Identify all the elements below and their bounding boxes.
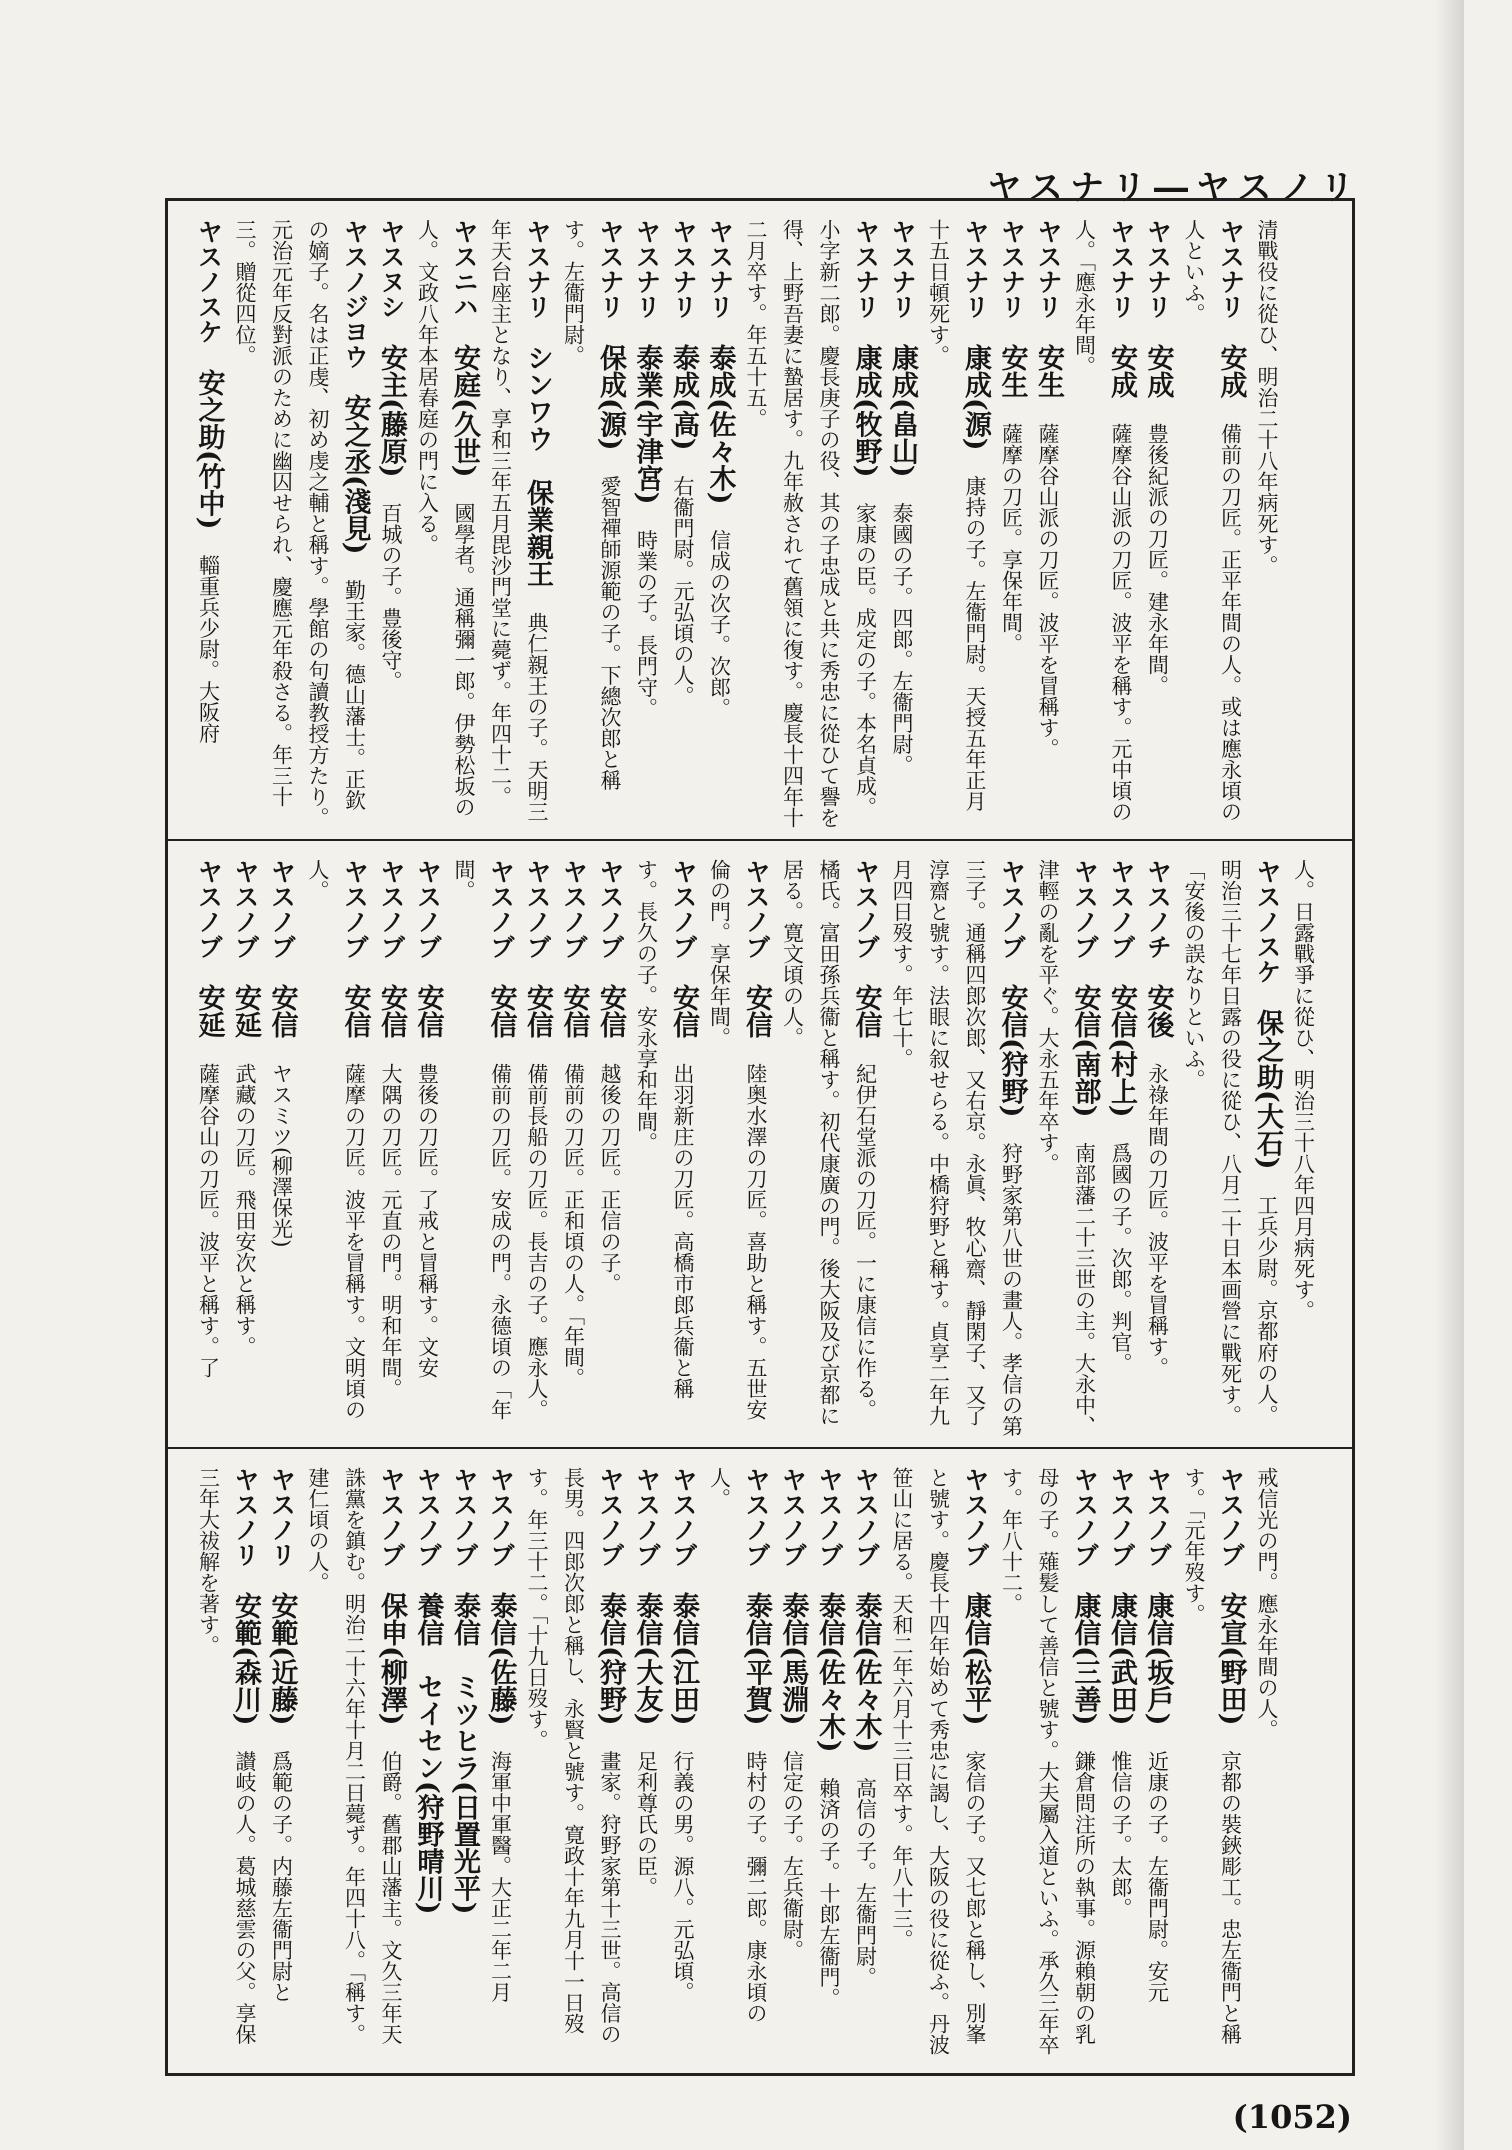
entry-name: 安庭(久世): [449, 344, 480, 478]
entry-name: 保申(柳澤): [376, 1592, 407, 1726]
dictionary-entry: [774, 1467, 811, 2063]
entry-name: 安主(藤原): [376, 344, 407, 478]
dictionary-entry: [446, 1467, 483, 2063]
tier-bottom: [168, 1449, 1352, 2073]
dictionary-entry: [555, 859, 592, 1437]
entry-reading: ヤスノリ: [231, 1467, 260, 1567]
entry-description: 紀伊石堂派の刀匠。一に康信に作る。橘氏。富田孫兵衞と稱す。初代康廣の門。後大阪及び京都に居る。寛文頃の人。: [780, 859, 878, 1426]
entry-reading: ヤスナリ: [1034, 219, 1063, 319]
entry-reading: ヤスノブ: [1070, 859, 1100, 959]
entry-description: 備前長船の刀匠。長吉の子。應永人。: [525, 1063, 549, 1420]
dictionary-entry: [811, 1467, 848, 2063]
entry-reading: ヤスノブ: [632, 1467, 662, 1567]
entry-name: 康信(三善): [1069, 1592, 1101, 1726]
entry-reading: ヤスナリ: [1216, 219, 1246, 319]
entry-description: 畫家。狩野家第十三世。高信の長男。四郎次郎と稱し、永賢と號す。寛政十年九月十一日歿す。年三十二。「十九日歿す。: [525, 1467, 622, 2045]
entry-name: 安延: [193, 984, 225, 1038]
entry-name: 安宣(野田): [1215, 1592, 1247, 1726]
dictionary-entry: [446, 859, 519, 1437]
entry-reading: ヤスナリ: [596, 219, 625, 319]
entry-reading: ヤスノブ: [961, 1467, 990, 1567]
dictionary-entry: [592, 859, 629, 1437]
dictionary-entry: [1249, 1467, 1286, 2063]
dictionary-entry: [263, 859, 300, 1437]
entry-description: 家信の子。又七郎と稱し、別峯と號す。慶長十四年始めて秀忠に謁し、大阪の役に從ふ。丹波笹山に居る。天和二年六月十三日卒す。年八十三。: [890, 1467, 987, 2055]
entry-description: 大隅の刀匠。元直の門。明和年間。: [379, 1063, 403, 1399]
dictionary-entry: [190, 219, 227, 829]
dictionary-entry: [738, 219, 884, 829]
entry-name: シンワウ 保業親王: [522, 344, 553, 587]
entry-description: 備前の刀匠。正平年間の人。或は應永頃の人といふ。: [1182, 219, 1243, 822]
dictionary-entry: [1139, 1467, 1176, 2063]
entry-description: 清戰役に從ひ、明治二十八年病死す。: [1255, 219, 1279, 576]
entry-description: 勤王家。德山藩士。正欽の嫡子。名は正虔、初め虔之輔と稱す。學館の句讀教授方たり。元治元年反對派のために幽囚せられ、慶應元年殺さる。年三十三。贈從四位。: [233, 219, 367, 828]
entry-reading: ヤスノブ: [778, 1467, 808, 1567]
entry-description: 右衞門尉。元弘頃の人。: [671, 475, 695, 707]
entry-name: 泰信(大友): [631, 1592, 663, 1726]
dictionary-entry: [665, 1467, 702, 2063]
entry-reading: ヤスノブ: [1107, 1467, 1136, 1567]
tier-columns: [168, 201, 1307, 839]
entry-description: 戒信光の門。應永年間の人。: [1255, 1467, 1279, 1740]
entry-reading: ヤスヌシ: [377, 219, 406, 319]
dictionary-entry: [373, 219, 410, 829]
entry-name: 安生: [1033, 344, 1064, 398]
entry-reading: ヤスノブ: [377, 1467, 406, 1567]
entry-description: 永祿年間の刀匠。波平を冒稱す。: [1145, 1063, 1170, 1378]
dictionary-entry: [1103, 859, 1140, 1437]
dictionary-entry: [409, 219, 482, 829]
entry-description: 爲國の子。次郎。判官。: [1109, 1142, 1133, 1374]
entry-reading: ヤスナリ: [851, 219, 881, 319]
dictionary-entry: [1176, 219, 1249, 829]
entry-description: 薩摩谷山の刀匠。波平と稱す。了: [196, 1063, 221, 1378]
entry-description: 康持の子。左衞門尉。天授五年正月十五日頓死す。: [926, 219, 987, 812]
entry-reading: ヤスノジヨウ: [340, 219, 370, 369]
entry-description: 行義の男。源八。元弘頃。: [671, 1750, 695, 2003]
entry-name: 泰信(平賀): [741, 1592, 772, 1726]
entry-reading: ヤスナリ: [669, 219, 698, 319]
entry-reading: ヤスノスケ: [1253, 859, 1282, 984]
entry-description: 越後の刀匠。正信の子。: [598, 1063, 622, 1294]
entry-reading: ヤスノブ: [997, 859, 1027, 959]
entry-reading: ヤスノブ: [742, 859, 771, 959]
dictionary-entry: [300, 1467, 410, 2063]
entry-description: 出羽新庄の刀匠。高橋市郎兵衞と稱す。長久の子。安永享和年間。: [634, 859, 695, 1399]
dictionary-entry: [1030, 859, 1103, 1437]
entry-name: 安信: [266, 984, 298, 1038]
entry-description: 武藏の刀匠。飛田安次と稱す。: [233, 1063, 257, 1357]
dictionary-entry: [409, 1467, 446, 2063]
entry-description: 鎌倉問注所の執事。源賴朝の乳母の子。薙髪して善信と號す。大夫屬入道といふ。承久三年卒す。年八十二。: [999, 1467, 1097, 2055]
entry-reading: ヤスノブ: [1143, 1467, 1173, 1567]
entry-reading: ヤスノリ: [267, 1467, 297, 1567]
entry-description: 愛智禪師源範の子。下總次郎と稱す。左衞門尉。: [561, 219, 622, 791]
entry-name: 泰信(狩野): [595, 1592, 626, 1726]
dictionary-entry: [701, 219, 738, 829]
entry-description: 爲範の子。内藤左衞門尉と: [269, 1750, 294, 2003]
entry-reading: ヤスナリ: [1143, 219, 1173, 319]
entry-name: 保之助(大石): [1252, 1009, 1283, 1170]
entry-reading: ヤスノブ: [413, 859, 443, 959]
entry-reading: ヤスノブ: [742, 1467, 771, 1567]
entry-description: 時業の子。長門守。: [634, 529, 659, 719]
entry-reading: ヤスナリ: [997, 219, 1027, 319]
text-frame: [165, 198, 1355, 2076]
entry-description: 典仁親王の子。天明三年天台座主となり、享和三年五月毘沙門堂に薨ず。年四十二。: [488, 219, 549, 822]
entry-description: 備前の刀匠。正和頃の人。「年間。: [561, 1063, 586, 1389]
entry-name: 泰業(宇津宮): [631, 344, 663, 505]
entry-name: 安之丞(淺見): [339, 394, 371, 555]
entry-description: 信成の次子。次郎。: [707, 529, 732, 719]
dictionary-entry: [701, 859, 774, 1437]
entry-reading: ヤスノブ: [486, 1467, 516, 1567]
entry-name: 安信: [522, 984, 553, 1038]
entry-name: 安信: [850, 984, 882, 1038]
entry-reading: ヤスノブ: [377, 859, 406, 959]
entry-name: 安信: [412, 984, 444, 1038]
dictionary-entry: [884, 1467, 994, 2063]
entry-name: 康成(牧野): [850, 344, 882, 478]
entry-name: 安信: [485, 984, 517, 1038]
entry-reading: ヤスナリ: [523, 219, 552, 319]
entry-name: 安信: [558, 984, 590, 1038]
entry-reading: ヤスノブ: [450, 1467, 479, 1567]
entry-description: 狩野家第八世の畫人。孝信の第三子。通稱四郎次郎、又右京。永眞、牧心齋、靜閑子、又了淳齋と號す。法眼に叙せらる。中橋狩野と稱す。貞享二年九月四日歿す。年七十。: [890, 859, 1024, 1437]
entry-reading: ヤスノブ: [596, 1467, 625, 1567]
dictionary-entry: [701, 1467, 774, 2063]
entry-reading: ヤスナリ: [961, 219, 990, 319]
entry-description: 讃岐の人。葛城慈雲の父。享保三年大祓解を著す。: [196, 1467, 257, 2045]
entry-description: 時村の子。彌二郎。康永頃の人。: [707, 1467, 768, 2024]
entry-name: 康成(畠山): [887, 344, 918, 478]
entry-name: 泰成(佐々木): [704, 344, 736, 505]
entry-reading: ヤスノブ: [523, 859, 552, 959]
entry-description: 高信の子。左衞門尉。: [853, 1777, 878, 1988]
entry-description: 國學者。通稱彌一郎。伊勢松坂の人。文政八年本居春庭の門に入る。: [415, 219, 476, 818]
tier-top: [168, 201, 1352, 841]
entry-name: 安信(南部): [1069, 984, 1101, 1118]
entry-description: 海軍中軍醫。大正二年二月: [488, 1750, 513, 2003]
entry-name: 泰信(江田): [668, 1592, 699, 1726]
entry-description: 近康の子。左衞門尉。安元: [1145, 1750, 1170, 2003]
entry-description: 南部藩二十三世の主。大永中、津輕の亂を平ぐ。大永五年卒す。: [1036, 859, 1097, 1437]
entry-reading: ヤスノチ: [1143, 859, 1173, 959]
entry-reading: ヤスノブ: [1107, 859, 1136, 959]
dictionary-entry: [847, 1467, 884, 2063]
dictionary-entry: [300, 859, 373, 1437]
entry-name: 康信(松平): [960, 1592, 991, 1726]
entry-reading: ヤスナリ: [705, 219, 735, 319]
entry-reading: ヤスノブ: [815, 1467, 844, 1567]
entry-description: 百城の子。豊後守。: [379, 502, 403, 692]
dictionary-entry: [665, 219, 702, 829]
entry-name: 康信(武田): [1106, 1592, 1137, 1726]
dictionary-entry: [555, 219, 628, 829]
entry-name: 安信(村上): [1106, 984, 1137, 1118]
entry-description: 人。日露戰爭に從ひ、明治三十八年四月病死す。: [1291, 859, 1316, 1321]
dictionary-entry: [373, 859, 410, 1437]
dictionary-entry: [884, 219, 921, 829]
dictionary-entry: [409, 859, 446, 1437]
entry-name: 泰信(佐々木): [850, 1592, 882, 1753]
entry-description: 家康の臣。成定の子。本名貞成。小字新二郎。慶長庚子の役、其の子忠成と共に秀忠に從ひて譽を得、上野吾妻に蟄居す。九年赦されて舊領に復す。慶長十四年十二月卒す。年五十五。: [744, 219, 878, 828]
dictionary-entry: [1285, 859, 1322, 1437]
entry-description: 薩摩谷山派の刀匠。波平を冒稱す。: [1036, 423, 1060, 759]
entry-reading: ヤスノブ: [194, 859, 224, 959]
entry-name: 安範(森川): [230, 1592, 261, 1726]
entry-description: 足利尊氏の臣。: [634, 1750, 659, 1898]
page-header: ヤスナリ―ヤスノリ: [987, 168, 1362, 208]
dictionary-entry: [884, 859, 1030, 1437]
entry-name: 安信(狩野): [996, 984, 1028, 1118]
tier-columns: [168, 1449, 1307, 2073]
entry-description: 泰國の子。四郎。左衞門尉。: [890, 502, 914, 776]
dictionary-entry: [482, 1467, 519, 2063]
dictionary-entry: [519, 859, 556, 1437]
entry-description: 信定の子。左兵衞尉。: [780, 1750, 805, 1961]
entry-reading: ヤスノブ: [669, 859, 698, 959]
entry-reading: ヤスニハ: [450, 219, 479, 319]
dictionary-entry: [482, 219, 555, 829]
entry-reading: ヤスノブ: [231, 859, 260, 959]
entry-name: 泰成(高): [668, 344, 699, 451]
entry-description: 伯爵。舊郡山藩主。文久三年天誅黨を鎮む。明治二十六年十月二日薨ず。年四十八。「稱す。建仁頃の人。: [306, 1467, 403, 2045]
entry-description: 薩摩の刀匠。享保年間。: [999, 423, 1024, 654]
entry-name: 安後: [1142, 984, 1174, 1038]
entry-reading: ヤスノブ: [851, 859, 881, 959]
entry-description: 工兵少尉。京都府の人。明治三十七年日露の役に從ひ、八月二十日本画營に戰死す。「安後の誤なりといふ。: [1182, 859, 1279, 1426]
dictionary-entry: [1176, 1467, 1249, 2063]
dictionary-entry: [190, 1467, 263, 2063]
entry-description: 薩摩谷山派の刀匠。波平を稱す。元中頃の人。「應永年間。: [1072, 219, 1133, 822]
entry-name: 養信 セイセン(狩野晴川): [412, 1592, 444, 1915]
entry-name: 安成: [1215, 344, 1247, 398]
dictionary-entry: [993, 1467, 1103, 2063]
dictionary-entry: [628, 1467, 665, 2063]
entry-description: 輜重兵少尉。大阪府: [196, 554, 221, 744]
entry-reading: ヤスナリ: [888, 219, 917, 319]
dictionary-entry: [920, 219, 993, 829]
scan-edge-shadow: [1434, 0, 1464, 2150]
entry-name: 安信: [668, 984, 699, 1038]
dictionary-entry: [1249, 219, 1286, 829]
tier-middle: [168, 841, 1352, 1449]
dictionary-entry: [628, 219, 665, 829]
dictionary-entry: [1103, 1467, 1140, 2063]
entry-description: 備前の刀匠。安成の門。永德頃の「年間。: [452, 859, 513, 1420]
entry-name: 泰信(馬淵): [777, 1592, 809, 1726]
entry-name: 安信: [376, 984, 407, 1038]
entry-reading: ヤスナリ: [632, 219, 662, 319]
entry-description: 薩摩の刀匠。波平を冒稱す。文明頃の人。: [306, 859, 367, 1420]
dictionary-entry: [628, 859, 701, 1437]
entry-name: 安信: [339, 984, 371, 1038]
entry-reading: ヤスノブ: [1216, 1467, 1246, 1567]
entry-reading: ヤスノブ: [340, 859, 370, 959]
entry-name: 泰信(佐々木): [814, 1592, 845, 1753]
entry-name: 安信: [741, 984, 772, 1038]
entry-name: 安生: [996, 344, 1028, 398]
dictionary-entry: [1139, 859, 1176, 1437]
entry-description: 豊後の刀匠。了戒と冒稱す。文安: [415, 1063, 440, 1378]
entry-reading: ヤスノスケ: [194, 219, 224, 344]
entry-name: 保成(源): [595, 344, 626, 451]
dictionary-entry: [263, 1467, 300, 2063]
entry-description: 京都の裝鋏彫工。忠左衞門と稱す。「元年歿す。: [1182, 1467, 1243, 2045]
entry-name: 安之助(竹中): [193, 369, 225, 530]
entry-name: 安信: [595, 984, 626, 1038]
dictionary-entry: [519, 1467, 629, 2063]
dictionary-entry: [1030, 219, 1067, 829]
entry-reading: ヤスノブ: [413, 1467, 443, 1567]
dictionary-entry: [774, 859, 884, 1437]
entry-name: 安範(近藤): [266, 1592, 298, 1726]
entry-reading: ヤスノブ: [267, 859, 297, 959]
entry-description: 豊後紀派の刀匠。建永年間。: [1145, 423, 1170, 696]
entry-description: 賴済の子。十郎左衞門。: [817, 1777, 841, 2009]
entry-name: 安延: [230, 984, 261, 1038]
entry-name: 泰信 ミツヒラ(日置光平): [449, 1592, 480, 1915]
entry-reading: ヤスノブ: [559, 859, 589, 959]
dictionary-entry: [993, 219, 1030, 829]
entry-reading: ヤスノブ: [669, 1467, 698, 1567]
entry-name: 康信(坂戶): [1142, 1592, 1174, 1726]
dictionary-entry: [1176, 859, 1286, 1437]
entry-name: 康成(源): [960, 344, 991, 451]
dictionary-entry: [227, 219, 373, 829]
dictionary-entry: [1139, 219, 1176, 829]
entry-name: 安成: [1106, 344, 1137, 398]
entry-reading: ヤスノブ: [851, 1467, 881, 1567]
entry-description: 惟信の子。太郎。: [1109, 1750, 1133, 1919]
entry-reading: ヤスノブ: [1070, 1467, 1100, 1567]
entry-name: 安成: [1142, 344, 1174, 398]
entry-description: ヤスミツ(柳澤保光): [269, 1063, 294, 1248]
tier-columns: [168, 841, 1344, 1447]
entry-reading: ヤスノブ: [596, 859, 625, 959]
page-number: (1052): [1232, 2098, 1352, 2136]
entry-reading: ヤスナリ: [1107, 219, 1136, 319]
dictionary-entry: [1066, 219, 1139, 829]
dictionary-entry: [227, 859, 264, 1437]
entry-reading: ヤスノブ: [486, 859, 516, 959]
dictionary-entry: [190, 859, 227, 1437]
entry-name: 泰信(佐藤): [485, 1592, 517, 1726]
entry-description: 陸奥水澤の刀匠。喜助と稱す。五世安倫の門。享保年間。: [707, 859, 768, 1420]
